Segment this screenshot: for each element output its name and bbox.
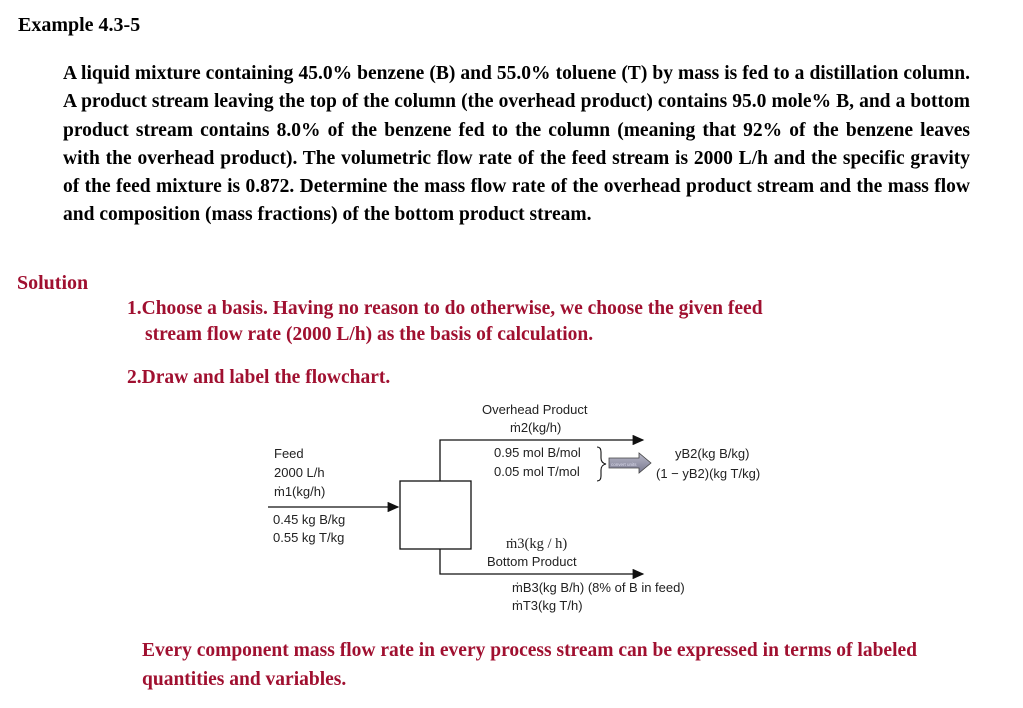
step-2: 2.Draw and label the flowchart.: [127, 367, 391, 388]
brace: [597, 447, 606, 481]
overhead-title: Overhead Product: [482, 402, 588, 417]
feed-flow: ṁ1(kg/h): [274, 484, 326, 499]
bottom-t: ṁT3(kg T/h): [512, 598, 583, 613]
example-title: Example 4.3-5: [18, 14, 141, 36]
feed-title: Feed: [274, 446, 304, 461]
bottom-title: Bottom Product: [487, 554, 577, 569]
step-1-line-1: 1.Choose a basis. Having no reason to do otherwise, we choose the given feed: [127, 298, 763, 319]
mass-frac-t: (1 − yB2)(kg T/kg): [656, 466, 761, 481]
overhead-flow: ṁ2(kg/h): [510, 420, 562, 435]
feed-t: 0.55 kg T/kg: [273, 530, 345, 545]
problem-statement: A liquid mixture containing 45.0% benzene (B) and 55.0% toluene (T) by mass is fed to a distillation column. A product stream leaving the top of the column (the overhead product) contains 95.0 mole% B, and a bottom product stream contains 8.0% of the benzene fed to the column (meaning that 92% of the benzene leaves with the overhead product). The volumetric flow rate of the feed stream is 2000 L/h and the specific gravity of the feed mixture is 0.872. Determine the mass flow rate of the overhead product stream and the mass flow and composition (mass fractions) of the bottom product stream.: [63, 63, 970, 226]
convert-label: convert units: [611, 462, 637, 467]
overhead-b: 0.95 mol B/mol: [494, 445, 581, 460]
step-1-line-2: stream flow rate (2000 L/h) as the basis of calculation.: [145, 324, 594, 345]
feed-volume: 2000 L/h: [274, 465, 325, 480]
solution-heading: Solution: [17, 272, 89, 294]
column-box: [400, 481, 471, 549]
bottom-b: ṁB3(kg B/h) (8% of B in feed): [512, 580, 685, 595]
mass-frac-b: yB2(kg B/kg): [675, 446, 750, 461]
feed-b: 0.45 kg B/kg: [273, 512, 346, 527]
overhead-t: 0.05 mol T/mol: [494, 464, 580, 479]
concluding-note: Every component mass flow rate in every process stream can be expressed in terms of labeled quantities and variables.: [142, 640, 918, 690]
bottom-flow-equation: ṁ3(kg / h): [506, 536, 568, 552]
